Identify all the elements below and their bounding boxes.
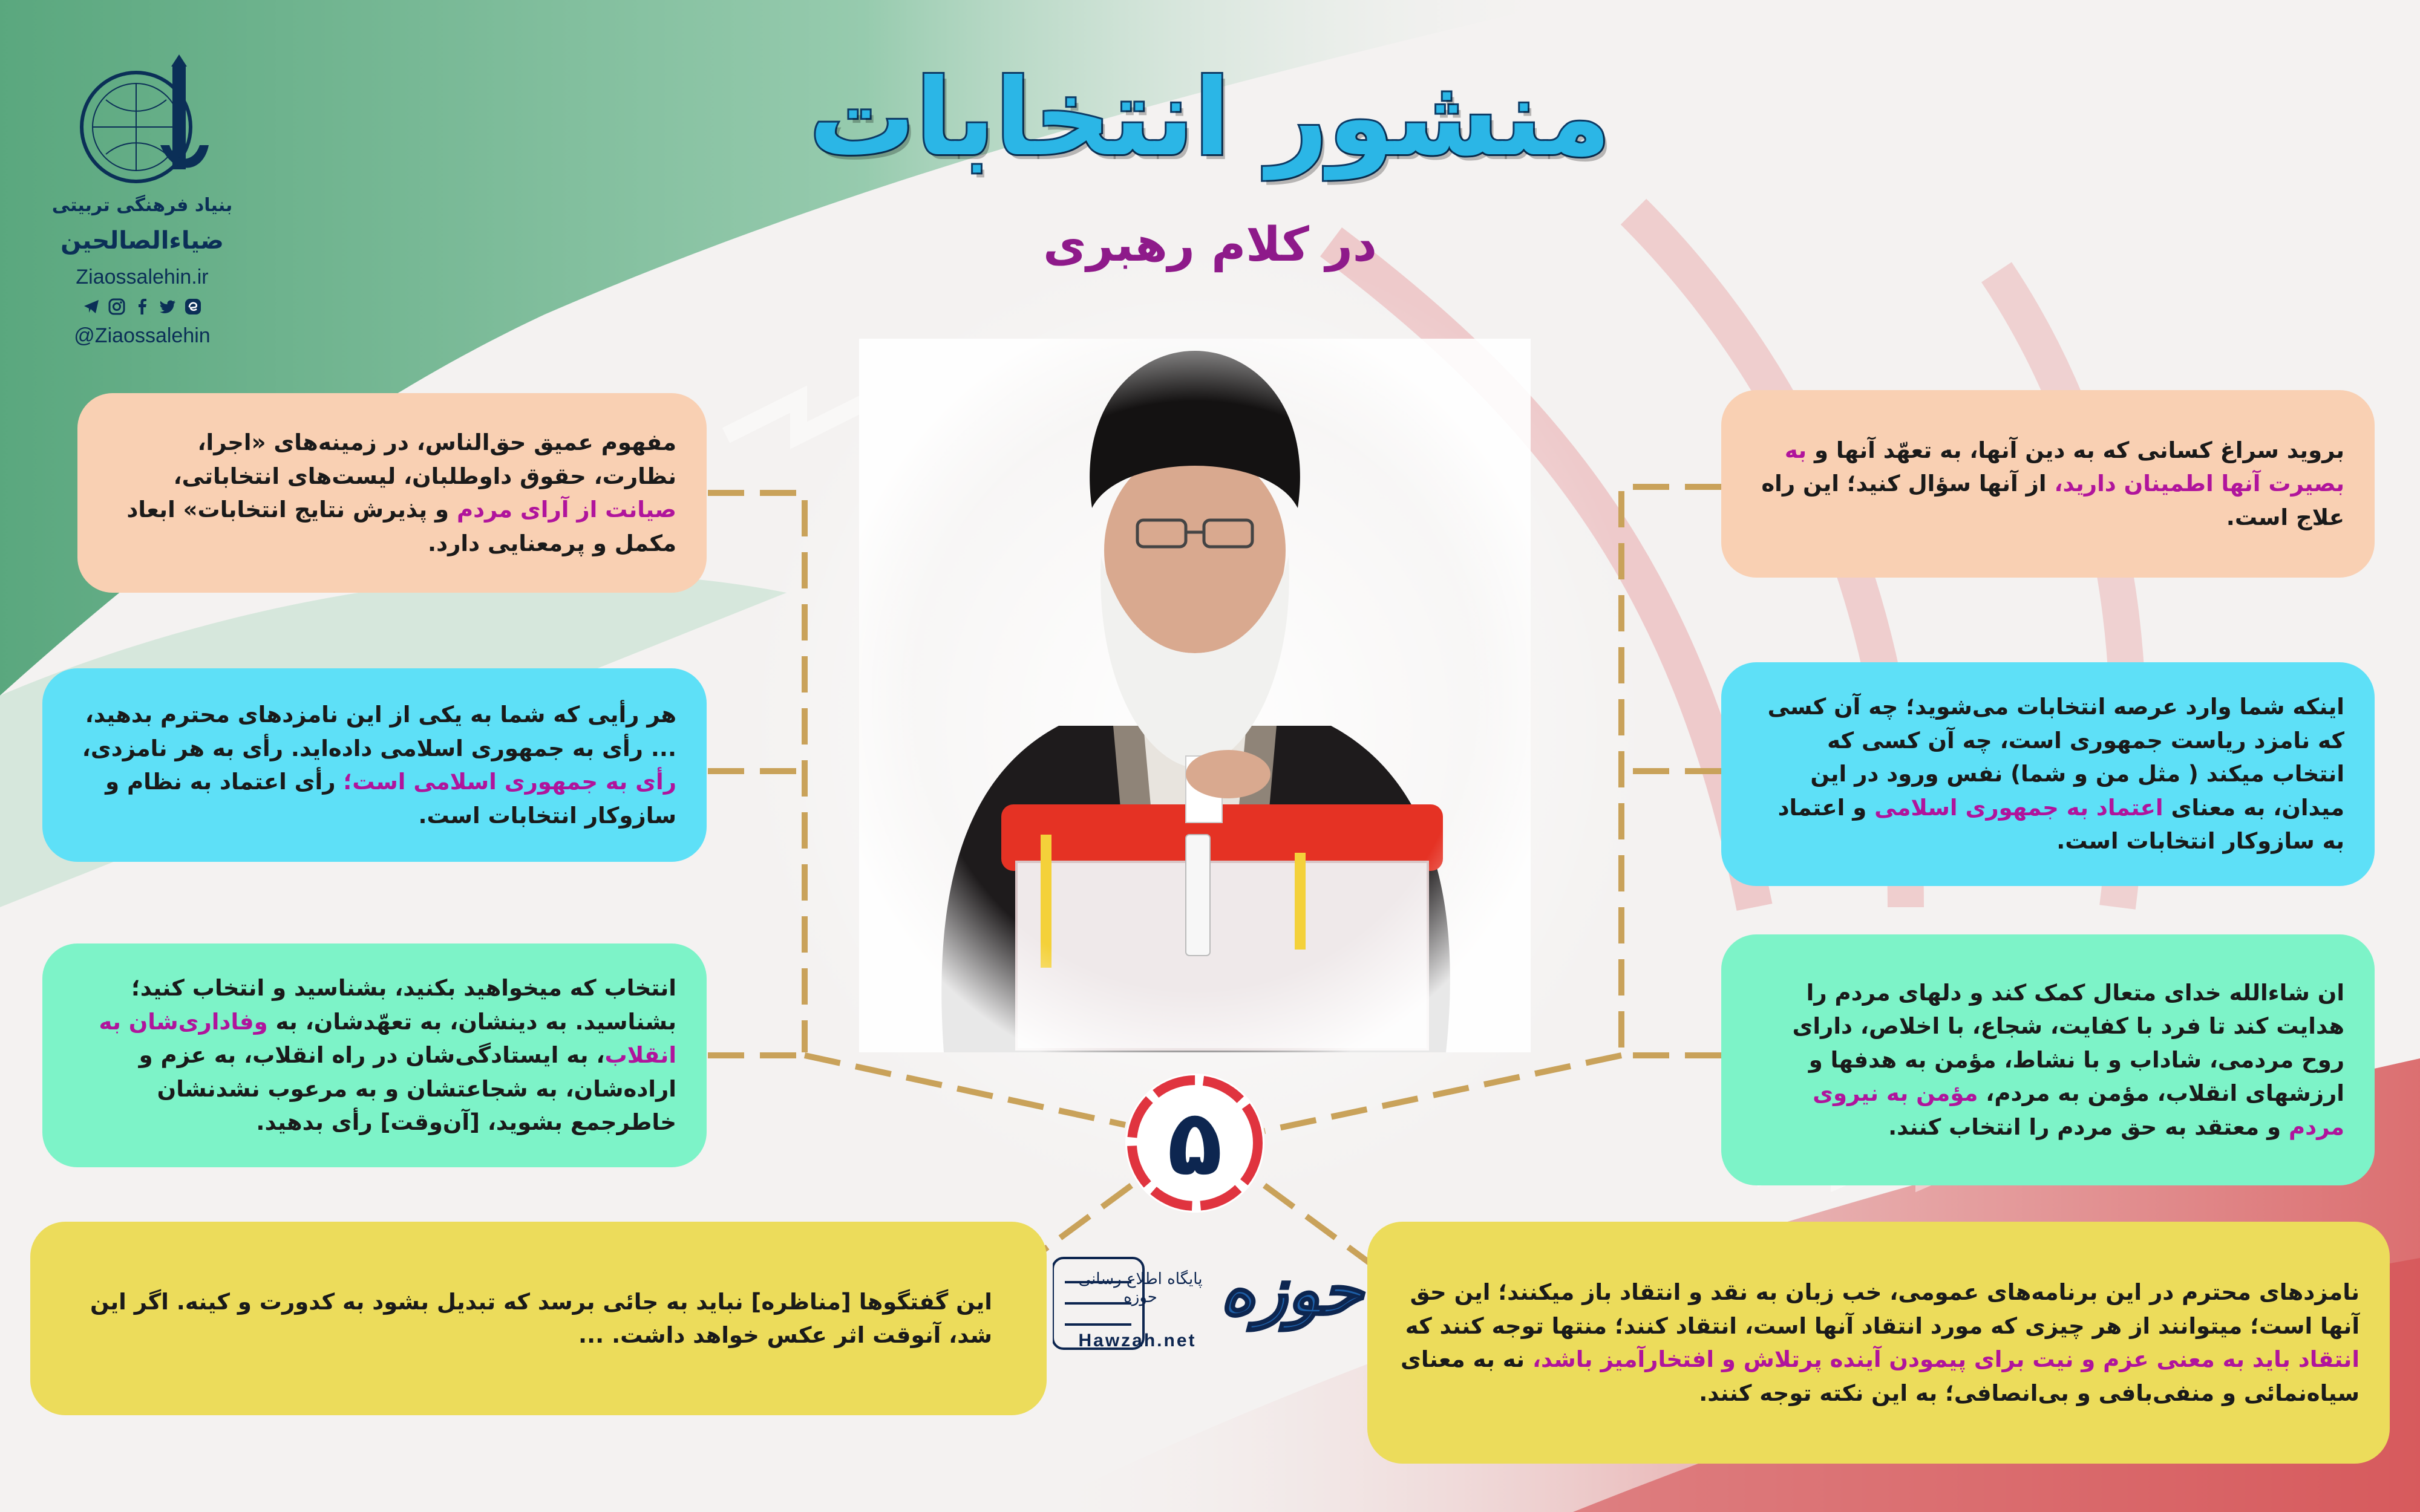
quote-highlight: وفاداری‌شان به انقلاب xyxy=(99,1008,676,1069)
hawzah-logo-text: حوزه xyxy=(1220,1252,1363,1329)
quote-text xyxy=(1751,690,2344,858)
leader-voting-photo xyxy=(859,339,1531,1052)
org-logo-block xyxy=(42,54,242,348)
quote-box-left-2 xyxy=(42,668,707,862)
quote-box-bottom-left xyxy=(30,1222,1047,1415)
quote-segment: اینکه شما وارد عرصه انتخابات می‌شوید؛ چه آن کسی که نامزد ریاست جمهوری است، چه آن کسی که انتخاب میکند ( مثل من و شما) نفس ورود در این میدان، به معنای xyxy=(1767,694,2344,821)
org-type: بنیاد فرهنگی تربیتی xyxy=(51,195,233,216)
facebook-icon[interactable] xyxy=(133,298,151,316)
quote-segment: و پذیرش نتایج انتخابات» ابعاد مکمل و پرمعنایی دارد. xyxy=(126,497,676,556)
quote-segment: و اعتماد به سازوکار انتخابات است. xyxy=(1777,794,2344,855)
quote-highlight: صیانت از آرای مردم xyxy=(456,497,676,523)
quote-segment: انتخاب که میخواهید بکنید، بشناسید و انتخاب کنید؛ بشناسید. به دینشان، به تعهّدشان، به xyxy=(131,975,676,1035)
quote-segment: هر رأیی که شما به یکی از این نامزدهای محترم بدهید، ... رأی به جمهوری اسلامی داده‌اید. رأی به هر نامزدی، xyxy=(82,702,676,761)
telegram-icon[interactable] xyxy=(82,298,100,316)
quote-box-left-3 xyxy=(42,943,707,1167)
quote-highlight: مؤمن به نیروی مردم xyxy=(1813,1080,2344,1140)
page-title: منشور انتخابات xyxy=(809,57,1611,180)
quote-segment: مفهوم عمیق حق‌الناس، در زمینه‌های «اجرا، نظارت، حقوق داوطلبان، لیست‌های انتخاباتی، xyxy=(173,429,676,489)
quote-highlight: انتقاد باید به معنی عزم و نیت برای پیمودن آینده پرتلاش و افتخارآمیز باشد، xyxy=(1532,1346,2360,1372)
part-number: ۵ xyxy=(1167,1090,1223,1196)
quote-text xyxy=(108,426,676,560)
quote-box-left-1 xyxy=(77,393,707,593)
eitaa-icon[interactable] xyxy=(184,298,202,316)
org-name: ضیاءالصالحین xyxy=(60,227,224,255)
part-number-badge xyxy=(1125,1074,1264,1213)
hawzah-source-logo xyxy=(1053,1246,1367,1367)
quote-box-bottom-right xyxy=(1367,1222,2390,1464)
quote-segment: رأی اعتماد به نظام و سازوکار انتخابات است. xyxy=(105,769,676,829)
org-website-link[interactable]: Ziaossalehin.ir xyxy=(76,266,209,288)
hawzah-url[interactable]: Hawzah.net xyxy=(1078,1331,1197,1351)
quote-text xyxy=(1398,1276,2360,1410)
hawzah-tagline: پایگاه اطلاع رسانی حوزه xyxy=(1078,1270,1203,1306)
social-icons xyxy=(42,298,242,316)
quote-segment: نامزدهای محترم در این برنامه‌های عمومی، خب زبان به نقد و انتقاد باز میکنند؛ این حق آنها است؛ میتوانند از هر چیزی که مورد انتقاد آنها است، انتقاد کنند؛ منتها توجه کنند که xyxy=(1405,1279,2360,1339)
org-emblem-icon xyxy=(70,54,215,187)
quote-segment: ان شاءالله خدای متعال کمک کند و دلهای مردم را هدایت کند تا فرد با کفایت، شجاع، با اخلاص، دارای روح مردمی، شاداب و با نشاط، مؤمن به هدفها و ارزشهای انقلاب، مؤمن به مردم، xyxy=(1792,979,2344,1107)
quote-box-right-3 xyxy=(1721,934,2375,1185)
quote-segment: ، به ایستادگی‌شان در راه انقلاب، به عزم و اراده‌شان، به شجاعتشان و به مرعوب نشدنشان خاطرجمع بشوید، [آن‌وقت] رأی بدهید. xyxy=(139,1042,676,1136)
quote-text xyxy=(73,971,676,1139)
quote-segment: و معتقد به حق مردم را انتخاب کنند. xyxy=(1888,1113,2289,1140)
quote-text xyxy=(73,698,676,832)
quote-segment: نه به معنای سیاه‌نمائی و منفی‌بافی و بی‌انصافی؛ به این نکته توجه کنند. xyxy=(1400,1346,2360,1406)
org-social-handle[interactable]: @Ziaossalehin xyxy=(74,324,211,347)
twitter-icon[interactable] xyxy=(159,298,177,316)
quote-segment: بروید سراغ کسانی که به دین آنها، به تعهّد آنها و xyxy=(1807,437,2344,463)
quote-text xyxy=(1751,434,2344,535)
quote-box-right-2 xyxy=(1721,662,2375,886)
quote-highlight: اعتماد به جمهوری اسلامی xyxy=(1874,794,2163,821)
quote-box-right-1 xyxy=(1721,390,2375,578)
quote-text xyxy=(1751,976,2344,1144)
instagram-icon[interactable] xyxy=(108,298,126,316)
page-subtitle: در کلام رهبری xyxy=(1043,218,1377,272)
quote-segment: این گفتگوها [مناظره] نباید به جائی برسد که تبدیل بشود به کدورت و کینه. اگر این شد، آنوقت اثر عکس خواهد داشت. ... xyxy=(90,1288,992,1348)
quote-text xyxy=(60,1285,992,1352)
quote-highlight: رأی به جمهوری اسلامی است؛ xyxy=(343,769,676,795)
quote-segment: از آنها سؤال کنید؛ این راه علاج است. xyxy=(1761,471,2344,530)
quote-highlight: به بصیرت آنها اطمینان دارید، xyxy=(1784,437,2344,497)
